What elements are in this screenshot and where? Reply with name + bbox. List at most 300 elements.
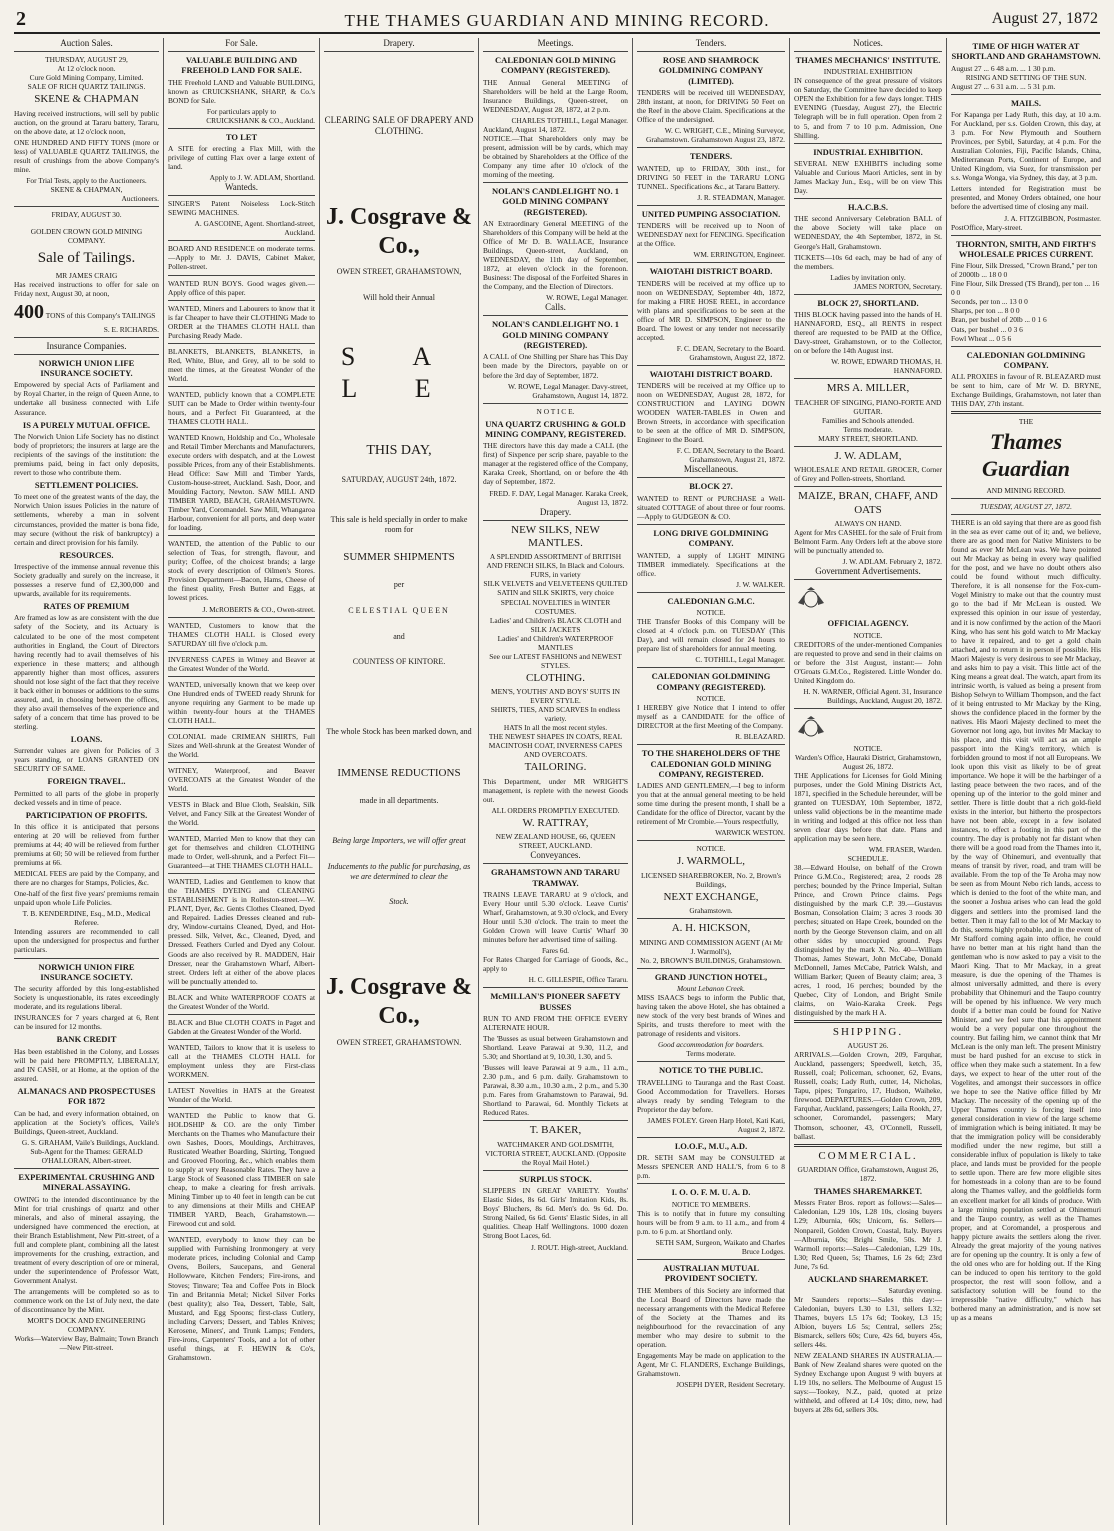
tramway-fares: Fares 6d.: [541, 946, 570, 956]
warden-body: THE Applications for Licenses for Gold Mining purposes, under the Gold Mining Districts Act, 1871, specified in the Schedule hereunder, will be granted on TUESDAY, 10th September, 1872, unless valid objections be in the meantime made in writing and lodged at this office not less than seven clear days before that date. Plans and application may be seen here.: [794, 770, 942, 844]
insurance-body: Surrender values are given for Policies of 3 years standing, or LOANS GRANTED ON SECURITY OF SAME.: [14, 746, 159, 774]
paper-subtitle: AND MINING RECORD.: [986, 486, 1066, 496]
wanted-ad: COLONIAL made CRIMEAN SHIRTS, Full Sizes and Well-shrunk at the Greatest Wonder of the World.: [168, 731, 315, 759]
warmoll-line: Grahamstown.: [689, 906, 733, 916]
marked-text: The whole Stock has been marked down, and: [326, 727, 472, 737]
society-title: AUSTRALIAN MUTUAL PROVIDENT SOCIETY.: [662, 1263, 760, 1284]
tender-title: WAIOTAHI DISTRICT BOARD.: [649, 368, 773, 379]
busses-body: 'Busses will leave Parawai at 9 a.m., 11 a.m., 2.30 p.m., and 6 p.m. daily. Grahamstown to Parawai, 8.30 a.m., 10.30 a.m., 2 p.m., and 5.30 p.m. Fares from Grahamstown to Parawai, 9d. Shortland to Parawai, 6d. Monthly Tickets at Reduced Rates.: [483, 1063, 628, 1118]
teacher-line: MARY STREET, SHORTLAND.: [818, 433, 918, 443]
auction-title: SALE OF RICH QUARTZ TAILINGS.: [27, 82, 146, 92]
schedule-body: 38.—Edward Houlse, on behalf of the Crown Prince G.M.Co., Registered; area, 2 roods 28 perches; bounded by the Prince Imperial, Sultan Prince, and Crown Prince claims. Pegs distinguished by the mark C.P. 39.—Gustavus Bosman, Consolation Claim; 3 acres 3 roods 30 perches; situated on Hape Creek, bounded on the north by the George Stevenson claim, and on all other sides by unoccupied ground. Pegs distinguished by the mark X. No. 40—William Thomas, James Stewart, John McCabe, Donald McDonnell, James McCabe, Patrick Walsh, and William Barker; Queen of Beauty claim; area, 3 acres, 1 rood, 16 perches; bounded by the Quebec, City of London, and Bright Smile claims, on Waio-Karaka Creek. Pegs distinguished by the mark H A.: [794, 863, 942, 1017]
fire-insurance-signature: G. S. GRAHAM, Vaile's Buildings, Auckland.: [21, 1137, 159, 1147]
ship-name: CELESTIAL QUEEN: [348, 605, 450, 615]
call-title: NOLAN'S CANDLELIGHT NO. 1 GOLD MINING COMPANY (REGISTERED).: [492, 319, 619, 351]
misc-body: LADIES AND GENTLEMEN,—I beg to inform you that at the annual general meeting to be held some time during the present month, I shall be a Candidate for the office of Director, vacant by the retirement of Mr Crombie.—Yours respectfully,: [637, 781, 785, 827]
section-for-sale: For Sale.: [168, 38, 315, 52]
wanted-ad: BLACK and Blue CLOTH COATS in Paget and Gabden at the Greatest Wonder of the World.: [168, 1017, 315, 1036]
clothing-line: THE NEWEST SHAPES IN COATS, REAL MACINTOSH COAT, INVERNESS CAPES AND OVERCOATS.: [488, 732, 623, 760]
tramway-body: TRAINS LEAVE TARARU at 9 o'clock, and Every Hour until 5.30 o'clock. Leave Curtis' Wharf, Grahamstown, at 9.30 o'clock, and Every Hour until 5.30 o'clock. The train to meet the Golden Crown will leave Curtis' Wharf 30 minutes before her advertised time of sailing.: [483, 890, 628, 945]
section-miscellaneous: Miscellaneous.: [637, 464, 785, 478]
mails-body: For Kapanga per Lady Ruth, this day, at 10 a.m. For Auckland, per s.s. Golden Crown, this day, at 3 p.m. For New Plymouth and Southern Provinces, per Sybil, Saturday, at 4 p.m. For the Australian Colonies, Fiji, Pacific Islands, China, Mediterranean Ports, Continent of Europe, and United Kingdom, via Suez, for transmission per s.s. Wonga Wonga, via Sydney, this day, at 3 p.m.: [951, 110, 1101, 183]
wanted-ad: BLACK and White WATERPROOF COATS at the Greatest Wonder of the World.: [168, 992, 315, 1011]
clothing-line: SHIRTS, TIES, AND SCARVES In endless variety.: [490, 705, 621, 724]
lodge-body: DR. SETH SAM may be CONSULTED at Messrs SPENCER AND HALL'S, from 6 to 8 p.m.: [637, 1153, 785, 1181]
notice-body: THE second Anniversary Celebration BALL of the above Society will take place on WEDNESDAY, the 4th September, 1872, in St. George's Hall, Grahamstown.: [794, 214, 942, 251]
silks-title: NEW SILKS, NEW MANTLES.: [511, 523, 600, 549]
tender-title: ROSE AND SHAMROCK GOLDMINING COMPANY (LIMITED).: [658, 54, 764, 86]
importers-text: Being large Importers, we will offer great: [332, 836, 466, 846]
wanted-signature: J. McROBERTS & CO., Owen-street.: [202, 604, 315, 614]
wanted-ad: WANTED Known, Holdship and Co., Wholesale and Retail Timber Merchants and Manufacturers, execute orders with despatch, and at the Lowest possible Prices, from any of their Establishments. Head Office: Saw Mill and Timber Yards, Custom-house-street, Auckland. Sash, Door, and Moulding Factory, Newton. SAW MILL AND TIMBER YARD, BEACH, GRAHAMSTOWN. Timber Yard, Coromandel. Saw Mill, Whangaroa Harbour, convenient for all ports, and deep water for loading.: [168, 432, 315, 533]
section-insurance: Insurance Companies.: [14, 341, 159, 355]
assaying-works: Works—Waterview Bay, Balmain; Town Branch—New Pitt-street.: [14, 1333, 159, 1352]
wanted-ad: WANTED, Married Men to know that they can get for themselves and children CLOTHING made to Order, well-shrunk, and a Perfect Fit—Guaranteed—at THE THAMES CLOTH HALL.: [168, 834, 315, 871]
column-rule: [632, 38, 633, 1525]
tender-title: UNITED PUMPING ASSOCIATION.: [641, 208, 781, 219]
notice-line: Ladies by invitation only.: [830, 272, 906, 282]
tramway-title: GRAHAMSTOWN AND TARARU TRAMWAY.: [491, 867, 620, 888]
royal-crest-icon: [794, 716, 828, 738]
sharemarket-time: Saturday evening.: [888, 1286, 942, 1296]
misc-title: CALEDONIAN GOLDMINING COMPANY (REGISTERED).: [651, 671, 771, 692]
notice-heading: NOTICE.: [696, 844, 726, 854]
notice-heading: NOTICE.: [696, 694, 726, 704]
meeting-body: AN Extraordinary General MEETING of the Shareholders of this Company will be held at the Office of Mr D. B. WALLACE, Insurance Buildings, Queen-street, Auckland, on WEDNESDAY, the 11th day of September, 1872, at eleven o'clock in the forenoon. Business: The disposal of the Forfeited Shares in the Company, and the Election of Directors.: [483, 219, 628, 292]
wanted-ad: BOARD AND RESIDENCE on moderate terms.—Apply to Mr. J. DAVIS, Cabinet Maker, Pollen-street.: [168, 244, 315, 272]
auction-lot: ONE HUNDRED AND FIFTY TONS (more or less) of VALUABLE QUARTZ TAILINGS, the result of crushings from the above Company's mine.: [14, 137, 159, 174]
rattray-name: W. RATTRAY,: [522, 816, 589, 829]
firm-address: OWEN STREET, GRAHAMSTOWN,: [336, 267, 462, 277]
assaying-body: The arrangements will be completed so as to commence work on the 1st of July next, the date of discontinuance by the Mint.: [14, 1286, 159, 1314]
to-let-body: A SITE for erecting a Flax Mill, with the privilege of cutting Flax over a large extent of land.: [168, 144, 315, 172]
section-meetings: Meetings.: [483, 38, 628, 52]
grocer-body: WHOLESALE AND RETAIL GROCER, Corner of Grey and Pollen-streets, Shortland.: [794, 465, 942, 484]
wanted-signature: A. GASCOINE, Agent. Shortland-street, Auckland.: [194, 219, 315, 238]
wanted-ad: LATEST Novelties in HATS at the Greatest Wonder of the World.: [168, 1085, 315, 1104]
sale-title: VALUABLE BUILDING AND FREEHOLD LAND FOR SALE.: [181, 54, 302, 76]
surplus-title: SURPLUS STOCK.: [519, 1173, 592, 1184]
hotel-title: GRAND JUNCTION HOTEL,: [654, 971, 768, 982]
sun-title: RISING AND SETTING OF THE SUN.: [965, 72, 1087, 82]
meeting-signature: CHARLES TOTHILL, Legal Manager.: [511, 115, 628, 125]
clothing-heading: CLOTHING.: [526, 671, 585, 684]
produce-signature: J. W. ADLAM. February 2, 1872.: [842, 557, 942, 567]
clothing-line: HATS In all the most recent styles.: [503, 723, 608, 733]
column-editorial: [951, 38, 1101, 1525]
wanted-ad: WANTED, the attention of the Public to our selection of Teas, for strength, flavour, and purity; Coffee, of the choicest brands; a large stock of every description of Oilmen's Stores. Provision Department—Bacon, Hams, Cheese of the finest quality, Fresh Butter and Eggs, at lowest prices.: [168, 539, 315, 603]
tender-body: TENDERS will be received at my office up to noon on WEDNESDAY, September 4th, 1872, for making a FIRE HOSE REEL, in accordance with plans and specifications to be seen at the office of MR D. SIMPSON, Engineer to the Board. The lowest or any tender not necessarily accepted.: [637, 278, 785, 342]
assaying-signature: MORT'S DOCK AND ENGINEERING COMPANY.: [27, 1315, 146, 1334]
tramway-signature: H. C. GILLESPIE, Office Tararu.: [528, 975, 628, 985]
notice-heading: NOTICE TO MEMBERS.: [671, 1199, 751, 1209]
auction2-title: Sale of Tailings.: [37, 249, 136, 266]
wanted-ad: SINGER'S Patent Noiseless Lock-Stitch SEWING MACHINES.: [168, 199, 315, 218]
misc-title: TO THE SHAREHOLDERS OF THE CALEDONIAN GOLD MINING COMPANY, REGISTERED.: [641, 748, 781, 779]
fire-insurance-title: NORWICH UNION FIRE INSURANCE SOCIETY.: [38, 961, 135, 982]
fire-insurance-body: The security afforded by this long-established Society is unquestionable, its rates exceedingly moderate, and its regulations liberal.: [14, 984, 159, 1012]
auction2-date: FRIDAY, AUGUST 30.: [51, 209, 122, 219]
insurance-agent: T. B. KENDERDINE, Esq., M.D., Medical Referee.: [22, 909, 151, 928]
price-row: Fine Flour, Silk Dressed, "Crown Brand," per ton of 2000lb ... 18 0 0: [951, 261, 1098, 280]
lodge-title: I. O. O. F. M. U. A. D.: [671, 1187, 751, 1198]
column-for-sale-wanteds: [168, 38, 315, 1525]
notice-title: THAMES MECHANICS' INSTITUTE.: [795, 54, 941, 65]
sale-heading: S A L E: [340, 341, 458, 403]
section-shipping: SHIPPING.: [832, 1025, 904, 1038]
misc-title: BLOCK 27.: [689, 481, 733, 492]
tender-body: TENDERS will be received up to Noon of WEDNESDAY next for FENCING. Specification at the Office.: [637, 221, 785, 249]
tide-row: August 27 ... 6 48 a.m. ... 1 30 p.m.: [951, 63, 1056, 73]
meeting-title: CALEDONIAN GOLD MINING COMPANY (REGISTERED).: [495, 54, 616, 76]
wanted-ad: WANTED, Ladies and Gentlemen to know that the THAMES DYEING and CLEANING ESTABLISHMENT is in Rolleston-street.—W. PLANT, Dyer, &c. Gents Clothes Cleaned, Dyed and Repaired. Ladies Dresses cleaned and rub-dry, Window-curtains Cleaned, Dyed, and Hot-pressed. Silk, Velvet, &c., Cleaned, Dyed, and Dressed. Feathers Curled and Dyed any Colour. Goods are also received by R. MADDEN, Hair Dresser, near the Grahamstown Wharf, Albert-street. Orders left at either of the above places will be punctually attended to.: [168, 877, 315, 986]
column-rule: [478, 38, 479, 1525]
wanted-ad: VESTS in Black and Blue Cloth, Sealskin, Silk Velvet, and Fancy Silk at the Greatest Wonder of the World.: [168, 800, 315, 828]
lodge-title: I.O.O.F., M.U., A.D.: [674, 1141, 748, 1152]
fire-insurance-body: INSURANCES for 7 years charged at 6, Rent can be insured for 12 months.: [14, 1013, 159, 1032]
wanted-ad: BLANKETS, BLANKETS, BLANKETS, in Red, White, Blue, and Grey, all to be sold to meet the times, at the Greatest Wonder of the World.: [168, 346, 315, 383]
newspaper-title: THE THAMES GUARDIAN AND MINING RECORD.: [344, 11, 770, 30]
warmoll-name: J. WARMOLL,: [677, 855, 745, 868]
fire-insurance-heading: BANK CREDIT: [56, 1034, 117, 1045]
column-tenders-misc: [637, 38, 785, 1525]
insurance-heading: PARTICIPATION OF PROFITS.: [25, 809, 148, 820]
insurance-body: Permitted to all parts of the globe in properly decked vessels and in time of peace.: [14, 788, 159, 807]
silks-line: SPECIAL NOVELTIES in WINTER COSTUMES.: [500, 597, 611, 616]
insurance-body: Are framed as low as are consistent with the due safety of the Society, and its Actuary is calculated to be one of the most competent authorities in England, the Court of Directors having recently had to avail themselves of his experience in these matters; and although apparently higher than most offices, assurers should not lose sight of the fact that they receive it back either in bonuses or additions to the sums assured, and, in choosing between the offices, they also avail themselves of the experience and safety of a concern that time has proved to be sterling.: [14, 613, 159, 731]
produce-sub: ALWAYS ON HAND.: [834, 519, 902, 529]
call-body: THE directors have this day made a CALL (the first) of Sixpence per scrip share, payable to the manager at the registered office of the Company, Karaka Creek, Shortland, on or before the 4th day of September, 1872.: [483, 441, 628, 487]
tide-title: TIME OF HIGH WATER AT SHORTLAND AND GRAHAMSTOWN.: [951, 41, 1101, 62]
wanted-ad: WANTED, everybody to know they can be supplied with Furnishing Ironmongery at very moderate prices, including Colonial and Camp Ovens, Boilers, Saucepans, and General Hollowware, Kitchen Fenders; Fire-irons, and Stoves; Tinware; Tea and Coffee Pots in Block Tin and Britannia Metal; Nickel Silver Forks (best quality); also Tea, Dessert, Table, Salt, Mustard, and Egg Spoons; first-class Cutlery, including Carvers; Dessert, and Tables Knives; Kerosene, Miners', and Trunk Lamps; Fenders, Fire-irons, Carpenters' Tools, and a lot of other useful things, at F. HEWIN & Co's, Grahamstown.: [168, 1235, 315, 1362]
silks-line: Ladies' and Children's WATERPROOF MANTLES: [497, 633, 614, 652]
mails-title: MAILS.: [1011, 97, 1041, 108]
section-tenders: Tenders.: [637, 38, 785, 52]
auction-signature: SKENE & CHAPMAN,: [50, 184, 123, 194]
firm-name: J. Cosgrave & Co.,: [326, 974, 472, 1030]
shipping-date: AUGUST 26.: [847, 1041, 889, 1051]
notice-heading: NOTICE.: [696, 608, 726, 618]
insurance-body: One-half of the first five years' premiums remain unpaid upon whole Life Policies.: [14, 889, 159, 908]
wanted-ad: WANTED, publicly known that a COMPLETE SUIT can be Made to Order within twenty-four hours, and a Perfect Fit Guaranteed, at the THAMES CLOTH HALL.: [168, 389, 315, 426]
inducements-text: Inducements to the public for purchasing, as we are determined to clear the: [327, 861, 471, 881]
sharemarket-title: THAMES SHAREMARKET.: [814, 1186, 922, 1197]
insurance-title: NORWICH UNION LIFE INSURANCE SOCIETY.: [38, 357, 135, 379]
mails-office: PostOffice, Mary-street.: [951, 222, 1023, 232]
tramway-body: For Rates Charged for Carriage of Goods, &c., apply to: [483, 955, 628, 974]
column-notices-government: [794, 38, 942, 1525]
sharemarket-body: Messrs Frater Bros. report as follows:—Sales—Caledonian, L29 10s, L28 10s, closing buyers L29; Alburnia, 60s; Unicorn, 6s. Sellers—Nonpareil, Golden Crown, Coastal, Italy. Buyers—Alburnia, 60s; Brighi Smile, 50s. Mr J. Warmoll reports:—Sales—Caledonian, L29 10s, L30; Red Queen, 5s; Thames, L6 2s 6d; 23rd June, 7s 6d.: [794, 1198, 942, 1271]
column-rule: [946, 38, 947, 1525]
silks-line: See our LATEST FASHIONS and NEWEST STYLES.: [489, 651, 622, 670]
hotel-line: Good accommodation for boarders.: [657, 1040, 765, 1050]
meeting-body: NOTICE.—That Shareholders only may be present, admission will be by cards, which may be obtained by Shareholders at the Office of the Company any time after 10 o'clock of the morning of the meeting.: [483, 133, 628, 179]
teacher-line: Families and Schools attended.: [822, 415, 914, 425]
proxies-body: ALL PROXIES in favour of R. BLEAZARD must be sent to him, care of Mr W. D. BRYNE, Exchange Buildings, Grahamstown, not later than THIS DAY, 27th instant.: [951, 372, 1101, 409]
firm-address: OWEN STREET, GRAHAMSTOWN.: [336, 1037, 462, 1047]
misc-signature: J. W. WALKER.: [736, 579, 785, 589]
notice-heading: NOTICE.: [853, 630, 883, 640]
misc-body: I HEREBY give Notice that I intend to offer myself as a CANDIDATE for the office of DIRECTOR at the first Meeting of the Company.: [637, 703, 785, 731]
notice-body: SEVERAL NEW EXHIBITS including some Valuable and Curious Maori Articles, sent in by James Mackay Jun., Esq., will be on view This Day.: [794, 158, 942, 196]
warmoll-line: NEXT EXCHANGE,: [663, 890, 759, 903]
teacher-name: MRS A. MILLER,: [826, 382, 910, 395]
page-number: 2: [16, 8, 26, 30]
auction2-lot-number: 400: [14, 301, 44, 324]
silks-line: FURS, in variety: [530, 570, 581, 580]
price-row: Seconds, per ton ... 13 0 0: [951, 297, 1028, 307]
insurance-body: Intending assurers are recommended to call upon the undersigned for prospectus and further particulars.: [14, 927, 159, 955]
call-signature: W. ROWE, Legal Manager. Davy-street, Grahamstown, August 14, 1872.: [508, 381, 628, 400]
warden-signature: WM. FRASER, Warden.: [868, 845, 942, 855]
notice-title: BLOCK 27, SHORTLAND.: [817, 297, 919, 308]
insurance-heading: IS A PURELY MUTUAL OFFICE.: [22, 419, 151, 430]
price-row: Fine Flour, Silk Dressed (TS Brand), per ton ... 16 0 0: [951, 279, 1100, 298]
society-signature: JOSEPH DYER, Resident Secretary.: [676, 1380, 785, 1390]
busses-body: The 'Busses as usual between Grahamstown and Shortland. Leave Parawai at 9.30, 11.2, and 5.30; and Shortland at 9, 10.30, 1.30, and 5.: [483, 1034, 628, 1062]
insurance-body: Empowered by special Acts of Parliament and by Royal Charter, in the reign of Queen Anne, to undertake all business connected with Life Assurance.: [14, 380, 159, 417]
masthead: [14, 6, 1100, 34]
auction2-signature: S. E. RICHARDS.: [103, 324, 159, 334]
hotel-line: Terms moderate.: [686, 1049, 736, 1059]
silks-line: A SPLENDID ASSORTMENT of BRITISH AND FRENCH SILKS, In Black and Colours.: [486, 552, 625, 571]
teacher-line: Terms moderate.: [843, 424, 893, 434]
price-row: Fowl Wheat ... 0 5 6: [951, 333, 1012, 343]
tender-signature: W. C. WRIGHT, C.E., Mining Surveyor, Grahamstown. Grahamstown August 23, 1872.: [646, 126, 785, 145]
notice-heading: NOTICE.: [853, 743, 883, 753]
baker-trade: WATCHMAKER AND GOLDSMITH,: [497, 1139, 614, 1149]
misc-signature: C. TOTHILL, Legal Manager.: [695, 655, 785, 665]
wanted-ad: WITNEY, Waterproof, and Beaver OVERCOATS at the Greatest Wonder of the World.: [168, 765, 315, 794]
section-notices: Notices.: [794, 38, 942, 52]
call-signature: FRED. F. DAY, Legal Manager. Karaka Creek, August 13, 1872.: [489, 488, 628, 507]
ship-name: COUNTESS OF KINTORE.: [352, 657, 446, 667]
surplus-body: SLIPPERS IN GREAT VARIETY. Youths' Elastic Sides, 8s 6d. Girls' Imitation Kids, 8s. Boys' Bluchers, 8s 6d. Men's do. 9s 6d. Do. Strong Nailed, 6s 6d. Gents' Elastic Sides, in all qualities. Cheap Half Wellingtons. 1000 dozen Strong Boot Laces, 6d.: [483, 1186, 628, 1241]
lodge-signature: SETH SAM, Surgeon, Waikato and Charles Bruce Lodges.: [655, 1237, 785, 1256]
sun-row: August 27 ... 6 31 a.m. ... 5 31 p.m.: [951, 81, 1056, 91]
society-body: Engagements May be made on application to the Agent, Mr C. FLANDERS, Exchange Buildings, Grahamstown.: [637, 1350, 785, 1379]
sharemarket-title: AUCKLAND SHAREMARKET.: [807, 1273, 929, 1284]
produce-title: MAIZE, BRAN, CHAFF, AND OATS: [798, 490, 938, 516]
wanted-ad: WANTED, universally known that we keep over One Hundred ends of TWEED ready Shrunk for anyone requiring any Garment to be made up within twenty-four hours at the THAMES CLOTH HALL.: [168, 679, 315, 725]
grocer-name: J. W. ADLAM,: [834, 449, 902, 462]
tender-title: TENDERS.: [689, 151, 733, 162]
misc-body: THE Transfer Books of this Company will be closed at 4 o'clock p.m. on TUESDAY (This Day), and will remain closed for 24 hours to prepare list of shareholders for annual meeting.: [637, 617, 785, 654]
and-text: and: [393, 631, 405, 641]
notice-heading: N O T I C E.: [536, 406, 575, 416]
stock-text: Stock.: [389, 897, 409, 907]
auction2-body: Has received instructions to offer for sale on Friday next, August 30, at noon,: [14, 280, 159, 299]
tailoring-body: This Department, under MR WRIGHT'S management, is replete with the newest Goods out.: [483, 776, 628, 804]
fire-insurance-body: Has been established in the Colony, and Losses will be paid here PROMPTLY, LIBERALLY, and IN CASH, or at Home, at the option of the assured.: [14, 1046, 159, 1083]
auction-role: Auctioneers.: [121, 193, 159, 203]
paper-the: THE: [1018, 417, 1034, 427]
insurance-heading: SETTLEMENT POLICIES.: [34, 480, 139, 491]
price-row: Sharps, per ton ... 8 0 0: [951, 306, 1020, 316]
insurance-heading: RESOURCES.: [59, 549, 114, 560]
to-let-title: TO LET: [225, 131, 258, 142]
column-drapery-sale: [324, 38, 474, 1525]
column-rule: [319, 38, 320, 1525]
meeting-body: THE Annual General MEETING of Shareholders will be held at the Large Room, Insurance Buildings, Queen-street, on WEDNESDAY, August 28, 1872, at 2 p.m.: [483, 77, 628, 114]
section-drapery: Drapery.: [483, 507, 628, 521]
silks-line: SILK VELVETS and VELVETEENS QUILTED SATIN and SILK SKIRTS, very choice: [483, 579, 628, 598]
departments-text: made in all departments.: [359, 796, 439, 806]
notice-signature: JAMES FOLEY. Green Harp Hotel, Kati Kati, August 2, 1872.: [647, 1115, 785, 1134]
auction-time: At 12 o'clock noon.: [57, 64, 116, 73]
firm-name: J. Cosgrave & Co.,: [326, 203, 472, 260]
insurance-heading: RATES OF PREMIUM: [43, 601, 130, 612]
teacher-line: TEACHER OF SINGING, PIANO-FORTE AND GUITAR.: [794, 397, 942, 416]
auction-body: Having received instructions, will sell by public auction, on the ground at Tararu battery, Tararu, on the above date, at 12 o'clock noon,: [14, 108, 159, 136]
section-wanteds: Wanteds.: [168, 182, 315, 196]
wanted-ad: WANTED, Customers to know that the THAMES CLOTH HALL is Closed every SATURDAY till five o'clock p.m.: [168, 620, 315, 648]
notice-title: INDUSTRIAL EXHIBITION.: [813, 146, 923, 157]
tender-signature: J. R. STEADMAN, Manager.: [697, 192, 785, 202]
per-text: per: [393, 580, 405, 590]
tailoring-heading: TAILORING.: [524, 761, 587, 774]
auction-date: THURSDAY, AUGUST 29,: [45, 54, 128, 64]
fire-insurance-body: Can be had, and every information obtained, on application at the Society's offices, Vaile's Buildings, Queen-street, Auckland.: [14, 1108, 159, 1136]
wanted-ad: WANTED, Miners and Labourers to know that it is far Cheaper to have their CLOTHING Made to ORDER at the THAMES CLOTH HALL than Purchasing Ready Made.: [168, 303, 315, 340]
warden-office: Warden's Office, Hauraki District, Grahamstown, August 26, 1872.: [794, 752, 942, 771]
schedule-heading: SCHEDULE.: [847, 854, 889, 864]
section-commercial: COMMERCIAL.: [818, 1149, 918, 1162]
section-conveyances: Conveyances.: [483, 850, 628, 864]
annual-text: Will hold their Annual: [363, 293, 435, 303]
meeting-title: NOLAN'S CANDLELIGHT NO. 1 GOLD MINING COMPANY (REGISTERED).: [492, 186, 619, 217]
meeting-signature: W. ROWE, Legal Manager.: [546, 293, 628, 303]
wanted-ad: WANTED, Tailors to know that it is useless to call at the THAMES CLOTH HALL for employment unless they are First-class WORKMEN.: [168, 1042, 315, 1079]
wanted-ad: WANTED the Public to know that G. HOLDSHIP & CO. are the only Timber Merchants on the Thames who Manufacture their own Sashes, Doors, Mouldings, Architraves, Rusticated Weather Boarding, Skirting, Tongued and Grooved Flooring, &c., which enables them to supply at very Reasonable Rates. They have a Large Stock of Seasoned class TIMBER on sale cheap, to make a clearing for fresh arrivals. Mining Timber up to 40 feet in length can be cut to any dimensions at their Mills and CHEAP TIMBER YARD, Beach, Grahamstown.—Firewood cut and sold.: [168, 1110, 315, 1229]
official-agency-title: OFFICIAL AGENCY.: [827, 618, 909, 629]
column-rule: [789, 38, 790, 1525]
section-calls: Calls.: [483, 302, 628, 316]
notice-signature: JAMES NORTON, Secretary.: [853, 281, 942, 291]
lodge-body: This is to notify that in future my consulting hours will be from 9 a.m. to 11 a.m., and from 4 p.m. to 6 p.m. at Shortland only.: [637, 1208, 785, 1236]
column-meetings-calls: [483, 38, 628, 1525]
summer-shipments: SUMMER SHIPMENTS: [343, 550, 455, 563]
issue-date: August 27, 1872: [991, 10, 1098, 27]
sale-body: THE Freehold LAND and Valuable BUILDING, known as CRUICKSHANK, SHARP, & Co.'s BOND for Sale.: [168, 77, 315, 105]
notice-signature: W. ROWE, EDWARD THOMAS, H. HANNAFORD.: [831, 357, 942, 376]
insurance-heading: LOANS.: [70, 733, 103, 744]
editorial-date: TUESDAY, AUGUST 27, 1872.: [980, 502, 1072, 512]
tender-body: TENDERS will be received till WEDNESDAY, 28th instant, at noon, for DRIVING 50 Feet on the Reef in the above Claim. Specifications at the Office of the undersigned.: [637, 88, 785, 125]
notice-subtitle: INDUSTRIAL EXHIBITION: [823, 67, 913, 77]
notice-title: NOTICE TO THE PUBLIC.: [659, 1065, 763, 1076]
notice-body: THIS BLOCK having passed into the hands of H. HANNAFORD, ESQ., all RENTS in respect thereof are requested to be PAID at the Office, Davy-street, Grahamstown, or to the Collector, on or before the 14th August inst.: [794, 310, 942, 356]
sale-apply: For particulars apply to: [206, 106, 277, 116]
proxies-title: CALEDONIAN GOLDMINING COMPANY.: [966, 349, 1086, 370]
column-rule: [163, 38, 164, 1525]
special-note: This sale is held specially in order to make room for: [330, 515, 468, 534]
fire-insurance-subagent: Sub-Agent for the Thames: GERALD O'HALLORAN, Albert-street.: [30, 1146, 143, 1165]
misc-body: WANTED, a supply of LIGHT MINING TIMBER immediately. Specifications at the office.: [637, 550, 785, 578]
insurance-body: MEDICAL FEES are paid by the Company, and there are no charges for Stamps, Policies, &c.: [14, 869, 159, 888]
fire-insurance-heading: ALMANACS AND PROSPECTUSES FOR 1872: [17, 1085, 156, 1107]
baker-address: VICTORIA STREET, AUCKLAND. (Opposite the Royal Mail Hotel.): [485, 1148, 626, 1167]
wanted-ad: INVERNESS CAPES in Witney and Beaver at the Greatest Wonder of the World.: [168, 654, 315, 673]
busses-body: RUN TO AND FROM THE OFFICE EVERY ALTERNATE HOUR.: [483, 1014, 628, 1033]
hotel-location: Mount Lebanon Creek.: [676, 984, 746, 994]
produce-body: Agent for Mrs CASHEL for the sale of Fruit from Belmont Farm. Any Orders left at the above store will be punctually attended to.: [794, 528, 942, 556]
tender-signature: F. C. DEAN, Secretary to the Board. Grahamstown, August 21, 1872.: [676, 446, 785, 465]
insurance-body: The Norwich Union Life Society has no distinct body of proprietors; the insurers at large are the recipients of the savings of the institution: the premiums paid, being in fact only deposits, revert to those who contribute them.: [14, 431, 159, 478]
tender-body: TENDERS will be received at my Office up to noon on WEDNESDAY, August 28, 1872, for CONSTRUCTION and LAYING DOWN WOODEN WATER-TABLES in Owen and Brown Streets, in accordance with specification to be seen at the office of MR D. SIMPSON, Engineer to the Board.: [637, 381, 785, 445]
hickson-name: A. H. HICKSON,: [671, 922, 751, 935]
section-government: Government Advertisements.: [794, 566, 942, 580]
auction2-company: GOLDEN CROWN GOLD MINING COMPANY.: [30, 226, 143, 245]
auction-firm: SKENE & CHAPMAN: [34, 93, 139, 106]
misc-body: WANTED to RENT or PURCHASE a Well-situated COTTAGE of about three or four rooms.—Apply to GUDGEON & CO.: [637, 493, 785, 521]
clothing-line: MEN'S, YOUTHS' AND BOYS' SUITS IN EVERY STYLE.: [491, 687, 620, 706]
insurance-body: To meet one of the greatest wants of the day, the Norwich Union issues Policies in the nature of settlements, whereby a man in solvent circumstances, provided the matter is bona fide, may secure (without the risk of bankruptcy) a certain and direct provision for his family.: [14, 492, 159, 547]
misc-signature: R. BLEAZARD.: [735, 732, 785, 742]
notice-body: IN consequence of the great pressure of visitors on Saturday, the Committee have decided to keep OPEN the Exhibition for a few days longer. THIS EVENING (Tuesday, August 27), the Electric Telegraph will be in full operation. Open from 2 to 5, and from 7 to 10 p.m. Admission, One Shilling.: [794, 76, 942, 140]
tender-title: WAIOTAHI DISTRICT BOARD.: [649, 266, 773, 277]
wanted-ad: WANTED RUN BOYS. Good wages given.—Apply office of this paper.: [168, 278, 315, 297]
section-auction-sales: Auction Sales.: [14, 38, 159, 52]
mails-signature: J. A. FITZGIBBON, Postmaster.: [1004, 213, 1101, 223]
commercial-dateline: GUARDIAN Office, Grahamstown, August 26, 1872.: [797, 1164, 939, 1184]
surplus-signature: J. ROUT. High-street, Auckland.: [531, 1242, 628, 1252]
meeting-date: Auckland, August 14, 1872.: [483, 124, 566, 134]
royal-crest-icon: [794, 587, 828, 609]
shipping-body: ARRIVALS.—Golden Crown, 209, Farquhar, Auckland, passengers; Speedwell, ketch, 35, Russell, coal; Policeman, schooner, 62, Evans, Russell, coals; Lady Ruth, cutter, 14, Nicholas, Tapu, pipes; Tongariro, 17, Hudson, Waiheke, firewood. DEPARTURES.—Golden Crown, 209, Farquhar, Auckland, passengers; Laila Rookh, 27, schooner, Coromandel, passengers; Mary Thomson, schooner, 43, O'Connell, Russell, ballast.: [794, 1050, 942, 1141]
sharemarket-body: Mr Saunders reports:—Sales this day:—Caledonian, buyers L30 to L31, sellers L32; Thames, buyers L5 17s 6d; Tookey, L3 15; Albion, buyers L6 5s; Central, sellers 25s; Bismarck, sellers 60s; Cure, 42s 6d, buyers 45s, sellers 44s.: [794, 1295, 942, 1350]
assaying-body: OWING to the intended discontinuance by the Mint for trial crushings of quartz and other minerals, and also of mineral assaying, the undersigned have commenced the erection, at their Branch Establishment, New Pitt-street, of a full and complete plant, combining all the latest improvements for the crushing, extraction, and treatment of every description of ore or mineral, under the superintendence of Professor Watt, Government Analyst.: [14, 1194, 159, 1285]
sale-signature: CRUICKSHANK & CO., Auckland.: [206, 115, 315, 125]
sharemarket-body: NEW ZEALAND SHARES IN AUSTRALIA.—Bank of New Zealand shares were quoted on the Sydney Exchange upon August 9 with buyers at L19 10s, no sellers. The Melbourne of August 15 says:—Tookey, N.Z., paid, quoted at prize withheld, and offered at L4 10s; ditto, new, had buyers at 28s 6d, sellers 30s.: [794, 1351, 942, 1415]
notice-title: H.A.C.B.S.: [848, 202, 888, 213]
price-row: Oats, per bushel ... 0 3 6: [951, 324, 1023, 334]
notice-body: TICKETS—10s 6d each, may be had of any of the members.: [794, 252, 942, 271]
tender-body: WANTED, up to FRIDAY, 30th inst., for DRIVING 50 FEET in the TARARU LONG TUNNEL. Specifications &c., at Tararu Battery.: [637, 163, 785, 191]
official-agency-signature: H. N. WARNER, Official Agent. 31, Insurance Buildings, Auckland, August 20, 1872.: [803, 686, 942, 705]
busses-title: McMILLAN'S PIONEER SAFETY BUSSES: [490, 991, 621, 1012]
column-auctions-insurance: [14, 38, 159, 1525]
silks-line: Ladies' and Children's BLACK CLOTH and SILK JACKETS: [489, 615, 622, 634]
to-let-signature: Apply to J. W. ADLAM, Shortland.: [209, 173, 315, 183]
misc-title: CALEDONIAN G.M.C.: [667, 595, 755, 606]
auction-trial: For Trial Tests, apply to the Auctioneers.: [26, 175, 147, 185]
rattray-address: NEW ZEALAND HOUSE, 66, QUEEN STREET, AUCKLAND.: [495, 832, 616, 851]
call-title: UNA QUARTZ CRUSHING & GOLD MINING COMPANY, REGISTERED.: [485, 418, 626, 439]
society-body: THE Members of this Society are informed that the Local Board of Directors have made the necessary arrangements with the Medical Referee of the Society at the Thames and its neighbourhood for the revaccination of any member who may desire to submit to the operation.: [637, 1285, 785, 1349]
auction-company: Cure Gold Mining Company, Limited.: [29, 73, 144, 83]
insurance-body: In this office it is anticipated that persons entering at 20 will be relieved from further premiums at 44; 40 will be relieved from further premiums at 60; 50 will be relieved from further premiums at 66.: [14, 822, 159, 868]
hickson-line: No. 2, BROWN'S BUILDINGS, Grahamstown.: [640, 955, 782, 965]
insurance-body: Irrespective of the immense annual revenue this Society gradually and surely on the increase, it possesses a reserve fund of £2,300,000 and upwards, available for its requirements.: [14, 561, 159, 599]
reductions-heading: IMMENSE REDUCTIONS: [337, 766, 461, 779]
notice-body: TRAVELLING to Tauranga and the Rast Coast. Good Accommodation for Travellers. Horses always ready by sending Telegram to the Proprietor the day before.: [637, 1077, 785, 1114]
warmoll-line: LICENSED SHAREBROKER, No. 2, Brown's Buildings,: [641, 870, 781, 889]
official-agency-body: CREDITORS of the under-mentioned Companies are requested to prove and send in their claims on or before the 31st August, instant:— John O'Groats G.M.Co., Registered. Little Wonder do. United Kingdom do.: [794, 639, 942, 685]
price-row: Bran, per bushel of 20lb ... 0 1 6: [951, 315, 1047, 325]
prices-title: THORNTON, SMITH, AND FIRTH'S WHOLESALE PRICES CURRENT.: [955, 238, 1097, 259]
hotel-body: MISS ISAACS begs to inform the Public that, having taken the above Hotel, she has obtained a new stock of the very best brands of Wines and Spirits, and trusts therefore to meet with the patronage of residents and visitors.: [637, 993, 785, 1039]
sale-date: SATURDAY, AUGUST 24th, 1872.: [341, 475, 457, 485]
paper-nameplate: Thames Guardian: [981, 429, 1071, 482]
hickson-line: MINING AND COMMISSION AGENT (At Mr J. Warmoll's),: [639, 937, 783, 956]
editorial-body: THERE is an old saying that there are as good fish in the sea as ever came out of it; and, we believe, there are as good men for Native Ministers to be found as ever Mr McLean was. We have pointed out Mr Mackay as being in every way qualified for the post, and we have no doubt others also could be found without much difficulty. Therefore, it is all nonsense for the Fox-cum-Vogel Ministry to make out that the country must go to the bad if Mr McLean is ousted. We expressed this opinion in our issue of yesterday, and it is now confirmed by the action of the Maori King, who has sent his gold watch to Mr Mackay to have it repaired, and to get a gold chain attached, and to return it in person if possible. His Maori Majesty is very desirous to see Mr Mackay, and asks him to pay a visit. This little act of the King means a great deal. The watch, apart from its intrinsic worth, is valued as being a present from Bishop Selwyn to William Thompson, and the fact of it being entrusted to Mr Mackay by the King, shows the confidence placed in the former by the natives. His Maori Majesty declined to meet the Governor not long ago, but invites Mr Mackay to his place, and this visit will act as an ample passport into the King's territory, which is forbidden ground to most if not all Europeans. We look upon this visit as likely to be of great importance. We hope it will be the harbinger of a lasting peace between the two races, and of the opening up of the interior to the gold miner and settler. There is little doubt that a rich gold-field exists in the interior, but hitherto the prospectors have not been able, except in a few isolated instances, to effect a footing in this part of the country. The day is probably not far distant when there will be a good road from the Thames into it, by the way of Ohinemuri, and eventually that means of transit by river, road, and tram will be available. From the top of the Te Aroha may now be seen as from Mount Nebo rich lands, access to which is denied to the foot of the white man, and the sooner a Joshua arises who can lead the gold diggers and settlers into the promised land the better. Then it may fall to the lot of Mr Mackay to do this, seems highly probable, and in the event of Mr Stafford coming again into office, he could have no better man at his right hand than the gentleman who is now asked to pay a visit to the Maori King. That to Mr Mackay, in a great measure, is due the opening of the Thames is almost universally admitted, and there is every probability that Ohinemuri and the Taupo country will be opened by his influence. We very much doubt if a better man could be found for Native Minister, and we feel sure that his appointment would be a very popular one throughout the country. But failing him, we cannot think that Mr McLean is the only man left. The present Ministry must be hard pushed for an excuse to stick in office when they make such a statement. In a few days, we expect to hear of the utter rout of the Vogelites, and amongst their successors in office we hope to see the Native office filled by Mr Mackay. The necessity of the opening up of the Upper Thames country is forcing itself into general consideration in view of the large scheme of immigration which is being initiated. It may be that the immigration policy will be considerably modified under the new regime, but still a considerable influx of population is likely to take place, and lands must be provided for the people to settle upon. There are few more eligible sites for homesteads in a colony than are to be found along the Thames valley, and the goldfields form an excellent market for all kinds of produce. With a large mining population settled at Ohinemuri and the Taupo country, as well as the Thames proper, and at Coromandel, a prosperous and happy picture awaits the settlers along the river. Already the great majority of the young natives are for opening up the country. It is only a few of the old ones who are for holding out. If the King can be induced to open his territory to the gold prospector, the rest will soon follow, and a satisfactory solution will be found to the irrepressible "native difficulty," which has bothered many an administration, and is now set up as a means: [951, 518, 1101, 1322]
auction2-lot: TONS of this Company's TAILINGS: [45, 311, 156, 321]
misc-signature: WARWICK WESTON.: [715, 828, 785, 838]
this-day: THIS DAY,: [366, 443, 432, 459]
clearing-sale-heading: CLEARING SALE OF DRAPERY AND CLOTHING.: [324, 114, 474, 136]
assaying-title: EXPERIMENTAL CRUSHING AND MINERAL ASSAYING.: [18, 1171, 155, 1193]
